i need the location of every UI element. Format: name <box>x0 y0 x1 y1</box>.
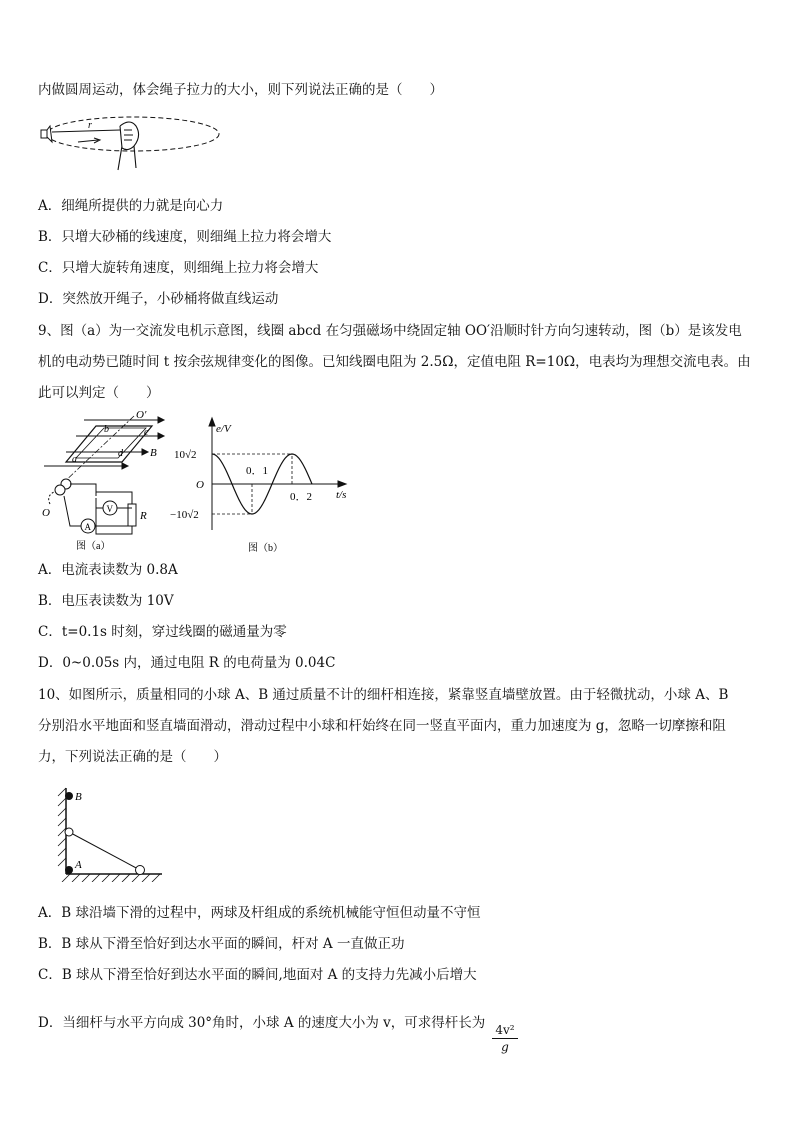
label-field-b: B <box>150 447 157 459</box>
q9-stem-line-1: 9、图（a）为一交流发电机示意图，线圈 abcd 在匀强磁场中绕固定轴 OO′沿顺时针方向匀速转动，图（b）是该发电 <box>38 323 742 339</box>
rod-wall-diagram <box>48 782 168 882</box>
q10-option-c: C．B 球从下滑至恰好到达水平面的瞬间,地面对 A 的支持力先减小后增大 <box>38 967 477 983</box>
fig-a-caption: 图（a） <box>76 541 111 552</box>
q10-stem-line-3: 力，下列说法正确的是（ ） <box>38 749 227 765</box>
fraction-numerator: 4v² <box>492 1022 518 1039</box>
label-o-prime: O′ <box>136 409 147 421</box>
q8-option-a: A．细绳所提供的力就是向心力 <box>38 198 224 214</box>
x-axis-label: t/s <box>336 489 347 501</box>
q10-stem-line-1: 10、如图所示，质量相同的小球 A、B 通过质量不计的细杆相连接，紧靠竖直墙壁放置。由于轻微扰动，小球 A、B <box>38 687 729 703</box>
origin-label: O <box>196 479 204 491</box>
fig-b-caption: 图（b） <box>248 543 283 554</box>
q8-option-b: B．只增大砂桶的线速度，则细绳上拉力将会增大 <box>38 229 332 245</box>
label-c: c <box>144 427 149 438</box>
q9-option-c: C．t=0.1s 时刻，穿过线圈的磁通量为零 <box>38 624 287 640</box>
q9-option-a: A．电流表读数为 0.8A <box>38 562 178 578</box>
ball-b-initial <box>65 792 73 800</box>
q10-option-b: B．B 球从下滑至恰好到达水平面的瞬间，杆对 A 一直做正功 <box>38 936 405 952</box>
resistor-label: R <box>140 510 147 522</box>
tick-0-1-label: 0．1 <box>246 465 268 477</box>
radius-label: r <box>88 120 92 131</box>
emf-time-graph <box>170 412 360 554</box>
q9-stem-line-3: 此可以判定（ ） <box>38 385 160 401</box>
y-min-label: −10√2 <box>170 509 199 521</box>
rod-length-fraction <box>492 1022 518 1055</box>
ball-a <box>136 866 145 875</box>
label-d: d <box>118 448 123 459</box>
q10-stem-line-2: 分别沿水平地面和竖直墙面滑动，滑动过程中小球和杆始终在同一竖直平面内，重力加速度为 g，忽略一切摩擦和阻 <box>38 718 726 734</box>
q9-stem-line-2: 机的电动势已随时间 t 按余弦规律变化的图像。已知线圈电阻为 2.5Ω，定值电阻 R=10Ω，电表均为理想交流电表。由 <box>38 354 751 370</box>
label-b: b <box>104 424 109 435</box>
q8-stem: 内做圆周运动，体会绳子拉力的大小，则下列说法正确的是（ ） <box>38 82 443 98</box>
voltmeter-label: V <box>106 504 113 514</box>
label-a: a <box>72 454 77 465</box>
ball-a-initial <box>65 866 73 874</box>
q8-option-c: C．只增大旋转角速度，则细绳上拉力将会增大 <box>38 260 319 276</box>
q10-option-d: D．当细杆与水平方向成 30°角时，小球 A 的速度大小为 v，可求得杆长为 <box>38 1015 486 1031</box>
q8-figure <box>38 108 228 186</box>
q8-option-d: D．突然放开绳子，小砂桶将做直线运动 <box>38 291 279 307</box>
y-max-label: 10√2 <box>174 449 197 461</box>
ball-b <box>65 828 73 836</box>
q9-option-b: B．电压表读数为 10V <box>38 593 174 609</box>
label-ball-a: A <box>75 859 82 871</box>
q10-option-a: A．B 球沿墙下滑的过程中，两球及杆组成的系统机械能守恒但动量不守恒 <box>38 905 481 921</box>
q9-option-d: D．0~0.05s 内，通过电阻 R 的电荷量为 0.04C <box>38 655 336 671</box>
label-o: O <box>42 507 50 519</box>
generator-diagram <box>36 408 166 556</box>
y-axis-label: e/V <box>216 423 231 435</box>
ammeter-label: A <box>84 522 91 532</box>
fraction-denominator: g <box>501 1040 509 1054</box>
label-ball-b: B <box>75 791 82 803</box>
tick-0-2-label: 0．2 <box>290 491 312 503</box>
